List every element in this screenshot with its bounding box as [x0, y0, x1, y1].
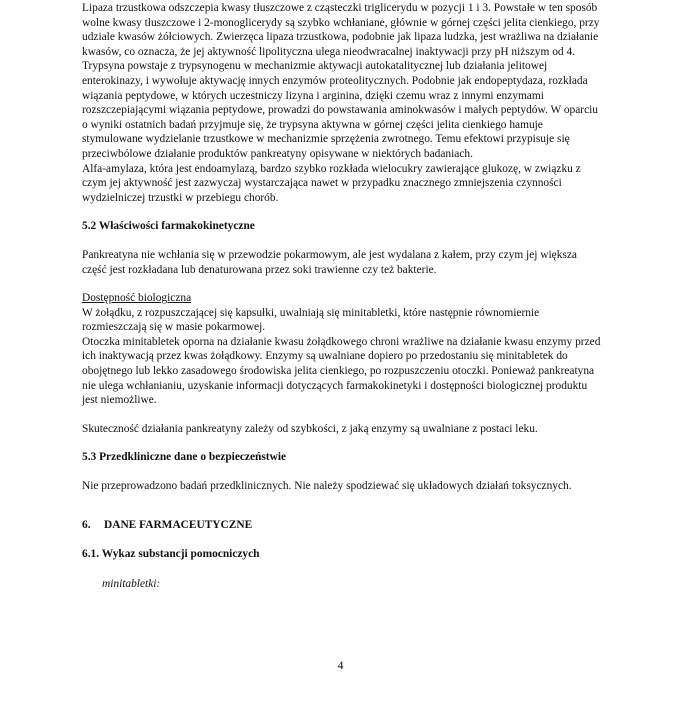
chapter-title: DANE FARMACEUTYCZNE — [104, 518, 253, 531]
paragraph-trypsin: Trypsyna powstaje z trypsynogenu w mechanizmie aktywacji autokatalitycznej lub działania jelitowej enterokinazy, i wywołuje aktywację innych enzymów proteolitycznych. Podobnie jak endopeptydaza, rozkłada wiązania peptydowe, w których uczestniczy lizyna i arginina, dzięki czemu wraz z innymi enzymami rozszczepiającymi wiązania peptydowe, prowadzi do powstawania aminokwasów i małych peptydów. W oparciu o wyniki ostatnich badań przyjmuje się, że trypsyna aktywna w górnej części jelita cienkiego hamuje stymulowane wydzielanie trzustkowe w mechanizmie sprzężenia zwrotnego. Temu efektowi przypisuje się przeciwbólowe działanie produktów pankreatyny opisywane w niektórych badaniach. — [82, 60, 598, 160]
chapter-heading-6 — [82, 518, 602, 533]
section-heading-6-1: 6.1. Wykaz substancji pomocniczych — [82, 548, 260, 561]
paragraph-effectiveness: Skuteczność działania pankreatyny zależy od szybkości, z jaką enzymy są uwalniane z postaci leku. — [82, 422, 538, 435]
paragraph-preclinical: Nie przeprowadzono badań przedklinicznych. Nie należy spodziewać się układowych działań toksycznych. — [82, 480, 572, 493]
paragraph-coating: Otoczka minitabletek oporna na działanie kwasu żołądkowego chroni wrażliwe na działanie kwasu enzymy przed ich inaktywacją przez kwas żołądkowy. Enzymy są uwalniane dopiero po przedostaniu się minitabletek do obojętnego lub lekko zasadowego środowiska jelita cienkiego, po rozpuszczeniu otoczki. Ponieważ pankreatyna nie ulega wchłanianiu, uzyskanie informacji dotyczących farmakokinetyki i dostępności biologicznej produktu jest niemożliwe. — [82, 335, 601, 407]
section-heading-5-2: 5.2 Właściwości farmakokinetyczne — [82, 220, 255, 233]
paragraph-pharmacokinetics-intro: Pankreatyna nie wchłania się w przewodzie pokarmowym, ale jest wydalana z kałem, przy czym jej większa część jest rozkładana lub denaturowana przez soki trawienne czy też bakterie. — [82, 248, 577, 276]
subheading-bioavailability: Dostępność biologiczna — [82, 292, 192, 305]
excipients-item: minitabletki: — [102, 577, 161, 590]
paragraph-amylase: Alfa-amylaza, która jest endoamylazą, bardzo szybko rozkłada wielocukry zawierające glukozę, w związku z czym jej aktywność jest zazwyczaj wystarczająca nawet w przypadku znacznego zmniejszenia czynności wydzielniczej trzustki w przebiegu chorób. — [82, 162, 581, 204]
paragraph-lipase: Lipaza trzustkowa odszczepia kwasy tłuszczowe z cząsteczki triglicerydu w pozycji 1 i 3. Powstałe w ten sposób wolne kwasy tłuszczowe i 2-monoglicerydy są szybko wchłaniane, głównie w górnej części jelita cienkiego, przy udziale kwasów żółciowych. Zwierzęca lipaza trzustkowa, podobnie jak lipaza ludzka, jest wrażliwa na działanie kwasów, co oznacza, że jej aktywność lipolityczna ulega nieodwracalnej inaktywacji przy pH niższym od 4. — [82, 2, 600, 58]
paragraph-stomach: W żołądku, z rozpuszczającej się kapsułki, uwalniają się minitabletki, które następnie równomiernie rozmieszczają się w masie pokarmowej. — [82, 306, 540, 334]
section-heading-5-3: 5.3 Przedkliniczne dane o bezpieczeństwie — [82, 451, 287, 464]
chapter-number: 6. — [82, 518, 91, 531]
page-number: 4 — [337, 658, 344, 672]
document-page — [82, 1, 602, 591]
